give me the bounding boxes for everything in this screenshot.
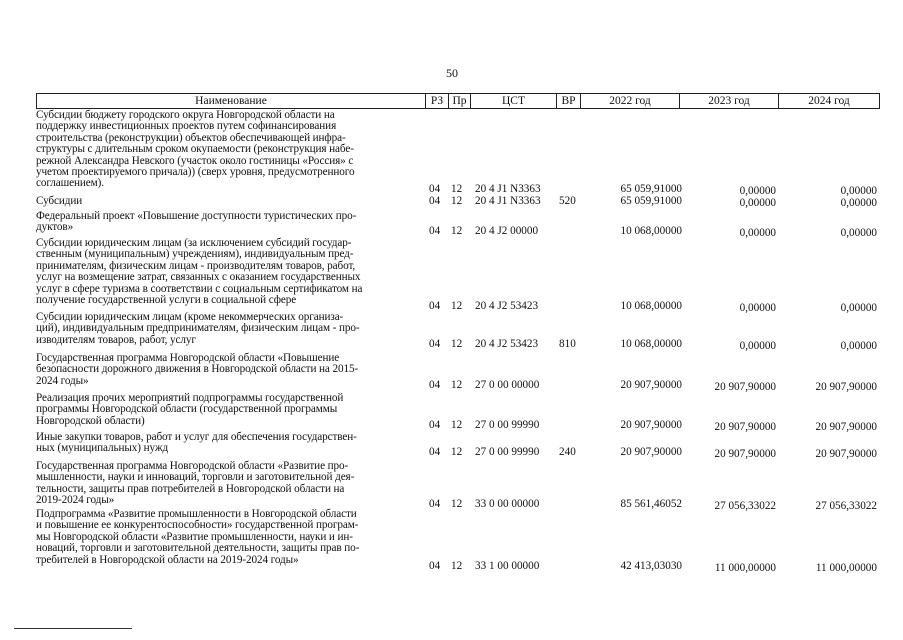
row-pr: 12 bbox=[451, 300, 463, 312]
header-cst: ЦСТ bbox=[471, 94, 557, 108]
row-2023: 11 000,00000 bbox=[714, 562, 776, 574]
row-name: Государственная программа Новгородской области «Повышение безопасности дорожного движения в Новгородской области на 2015- 2024 годы» bbox=[36, 352, 359, 387]
row-pr: 12 bbox=[451, 195, 463, 207]
row-vr: 240 bbox=[559, 446, 576, 458]
row-2023: 20 907,90000 bbox=[714, 448, 776, 460]
row-pr: 12 bbox=[451, 498, 463, 510]
row-rz: 04 bbox=[429, 225, 441, 237]
row-pr: 12 bbox=[451, 225, 463, 237]
row-pr: 12 bbox=[451, 379, 463, 391]
row-cst: 20 4 J2 53423 bbox=[475, 338, 539, 350]
row-name: Государственная программа Новгородской области «Развитие про- мышленности, науки и инноваций, торговли и заготовительной дея- тельности, защиты прав потребителей в Новгородской области на 2019-2024 годы» bbox=[36, 460, 355, 507]
row-2022: 20 907,90000 bbox=[620, 419, 682, 431]
page-number: 50 bbox=[446, 66, 458, 80]
row-2023: 0,00000 bbox=[739, 227, 776, 239]
header-2024: 2024 год bbox=[808, 95, 850, 107]
row-rz: 04 bbox=[429, 183, 441, 195]
row-cst: 33 0 00 00000 bbox=[475, 498, 540, 510]
row-2023: 27 056,33022 bbox=[714, 500, 776, 512]
row-2022: 65 059,91000 bbox=[620, 183, 682, 195]
row-2022: 85 561,46052 bbox=[620, 498, 682, 510]
header-pr: Пр bbox=[449, 94, 471, 108]
row-cst: 20 4 J2 00000 bbox=[475, 225, 539, 237]
row-2022: 10 068,00000 bbox=[620, 225, 682, 237]
row-cst: 33 1 00 00000 bbox=[475, 560, 540, 572]
row-2023: 0,00000 bbox=[739, 340, 776, 352]
row-2024: 0,00000 bbox=[840, 340, 877, 352]
header-vr: ВР bbox=[557, 94, 581, 108]
row-2022: 20 907,90000 bbox=[620, 446, 682, 458]
row-cst: 27 0 00 99990 bbox=[475, 419, 540, 431]
row-pr: 12 bbox=[451, 560, 463, 572]
row-2023: 20 907,90000 bbox=[714, 421, 776, 433]
row-name: Субсидии бюджету городского округа Новгородской области на поддержку инвестиционных проектов путем софинансирования строительства (реконструкции) объектов обеспечивающей инфра- структуры с длительным сроком окупаемости (реконструкция набе- режной Александра Невского (участок около гостиницы «Россия» с учетом проектируемого причала)) (сверх уровня, предусмотренного соглашением). bbox=[36, 109, 355, 190]
row-name: Федеральный проект «Повышение доступности туристических про- дуктов» bbox=[36, 210, 357, 234]
row-rz: 04 bbox=[429, 300, 441, 312]
row-name: Иные закупки товаров, работ и услуг для обеспечения государствен- ных (муниципальных) нужд bbox=[36, 431, 357, 455]
row-2022: 10 068,00000 bbox=[620, 300, 682, 312]
row-2024: 27 056,33022 bbox=[815, 500, 877, 512]
row-name: Подпрограмма «Развитие промышленности в Новгородской области и повышение ее конкурентоспособности» государственной програм- мы Новгородской области «Развитие промышленности, науки и ин- новаций, торговли и заготовительной деятельности, защиты прав по- требителей в Новгородской области на 2019-2024 годы» bbox=[36, 508, 360, 566]
row-2023: 20 907,90000 bbox=[714, 381, 776, 393]
row-2023: 0,00000 bbox=[739, 302, 776, 314]
row-2024: 0,00000 bbox=[840, 302, 877, 314]
row-pr: 12 bbox=[451, 446, 463, 458]
row-2024: 0,00000 bbox=[840, 185, 877, 197]
row-name: Реализация прочих мероприятий подпрограммы государственной программы Новгородской области (государственной программы Новгородской области) bbox=[36, 392, 344, 427]
row-pr: 12 bbox=[451, 183, 463, 195]
table-header bbox=[36, 93, 880, 109]
row-rz: 04 bbox=[429, 446, 441, 458]
row-2022: 20 907,90000 bbox=[620, 379, 682, 391]
row-2024: 20 907,90000 bbox=[815, 448, 877, 460]
row-2022: 10 068,00000 bbox=[620, 338, 682, 350]
row-cst: 27 0 00 99990 bbox=[475, 446, 540, 458]
row-name: Субсидии юридическим лицам (за исключением субсидий государ- ственным (муниципальным) учреждениям), индивидуальным пред- принимателям, физическим лицам - производителям товаров, работ, услуг на возмещение затрат, связанных с оказанием государственных услуг в сфере туризма в соответствии с социальным сертификатом на получение государственной услуги в социальной сфере bbox=[36, 237, 363, 307]
row-2024: 0,00000 bbox=[840, 197, 877, 209]
row-cst: 20 4 J1 N3363 bbox=[475, 195, 541, 207]
row-rz: 04 bbox=[429, 379, 441, 391]
row-vr: 520 bbox=[559, 195, 576, 207]
row-2022: 42 413,03030 bbox=[620, 560, 682, 572]
row-2023: 0,00000 bbox=[739, 197, 776, 209]
row-2024: 11 000,00000 bbox=[815, 562, 877, 574]
row-2024: 20 907,90000 bbox=[815, 381, 877, 393]
row-2023: 0,00000 bbox=[739, 185, 776, 197]
row-2024: 0,00000 bbox=[840, 227, 877, 239]
row-2022: 65 059,91000 bbox=[620, 195, 682, 207]
header-rz: РЗ bbox=[426, 94, 449, 108]
row-rz: 04 bbox=[429, 560, 441, 572]
row-vr: 810 bbox=[559, 338, 576, 350]
header-2022: 2022 год bbox=[581, 94, 680, 108]
row-pr: 12 bbox=[451, 338, 463, 350]
header-name: Наименование bbox=[37, 94, 426, 108]
row-cst: 20 4 J2 53423 bbox=[475, 300, 539, 312]
header-2023: 2023 год bbox=[680, 94, 779, 108]
row-pr: 12 bbox=[451, 419, 463, 431]
row-rz: 04 bbox=[429, 419, 441, 431]
row-cst: 20 4 J1 N3363 bbox=[475, 183, 541, 195]
row-rz: 04 bbox=[429, 338, 441, 350]
row-rz: 04 bbox=[429, 498, 441, 510]
row-cst: 27 0 00 00000 bbox=[475, 379, 540, 391]
row-name: Субсидии юридическим лицам (кроме некоммерческих организа- ций), индивидуальным предпринимателям, физическим лицам - про- изводителям товаров, работ, услуг bbox=[36, 311, 360, 346]
row-2024: 20 907,90000 bbox=[815, 421, 877, 433]
row-name: Субсидии bbox=[36, 195, 83, 207]
row-rz: 04 bbox=[429, 195, 441, 207]
footer-divider bbox=[14, 628, 132, 629]
